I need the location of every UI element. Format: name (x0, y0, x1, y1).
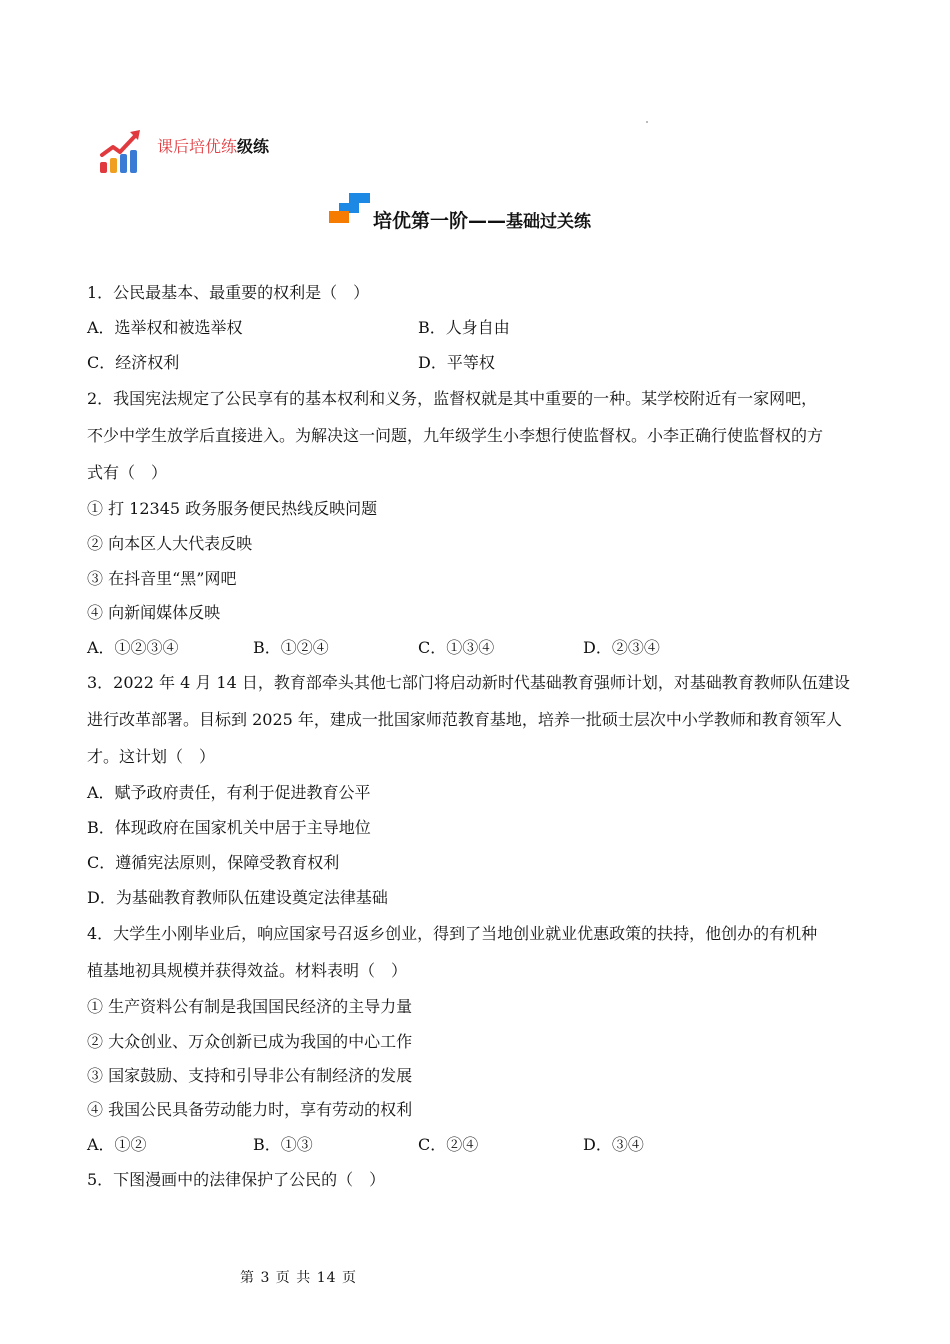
q4-stem-line2: 植基地初具规模并获得效益。材料表明（ ） (87, 961, 408, 980)
page-number-footer: 第 3 页 共 14 页 (240, 1270, 357, 1286)
q4-option-d: D．③④ (583, 1135, 644, 1154)
q2-item-2: ② 向本区人大代表反映 (87, 534, 253, 553)
q2-item-4: ④ 向新闻媒体反映 (87, 603, 221, 622)
q4-stem-line1: 4．大学生小刚毕业后，响应国家号召返乡创业，得到了当地创业就业优惠政策的扶持，他创办的有机种 (87, 924, 818, 943)
q4-item-4: ④ 我国公民具备劳动能力时，享有劳动的权利 (87, 1100, 413, 1119)
q3-stem-line2: 进行改革部署。目标到 2025 年，建成一批国家师范教育基地，培养一批硕士层次中小学教师和教育领军人 (87, 710, 842, 729)
scan-dot (646, 121, 648, 123)
q1-option-c: C．经济权利 (87, 353, 180, 372)
q2-option-a: A．①②③④ (87, 638, 179, 657)
q1-option-d: D．平等权 (418, 353, 495, 372)
q4-option-a: A．①② (87, 1135, 147, 1154)
q4-item-3: ③ 国家鼓励、支持和引导非公有制经济的发展 (87, 1066, 413, 1085)
q3-option-b: B．体现政府在国家机关中居于主导地位 (87, 818, 371, 837)
q3-option-d: D．为基础教育教师队伍建设奠定法律基础 (87, 888, 388, 907)
section-title-dash: —— (468, 210, 507, 232)
q2-stem-line2: 不少中学生放学后直接进入。为解决这一问题，九年级学生小李想行使监督权。小李正确行使监督权的方 (87, 426, 824, 445)
header-title (157, 134, 269, 157)
section-title (373, 206, 591, 233)
q2-option-c: C．①③④ (418, 638, 495, 657)
q4-item-2: ② 大众创业、万众创新已成为我国的中心工作 (87, 1032, 413, 1051)
stairs-icon (329, 193, 371, 225)
q2-option-d: D．②③④ (583, 638, 660, 657)
q2-item-3: ③ 在抖音里“黑”网吧 (87, 569, 237, 588)
section-title-tail: 基础过关练 (506, 212, 592, 232)
q3-stem-line3: 才。这计划（ ） (87, 747, 216, 766)
q2-stem-line1: 2．我国宪法规定了公民享有的基本权利和义务，监督权就是其中重要的一种。某学校附近有一家网吧， (87, 389, 818, 408)
q2-stem-line3: 式有（ ） (87, 463, 168, 482)
q5-stem: 5．下图漫画中的法律保护了公民的（ ） (87, 1170, 386, 1189)
q1-option-b: B．人身自由 (418, 318, 510, 337)
section-title-main: 培优第一阶 (373, 210, 469, 232)
q3-option-c: C．遵循宪法原则，保障受教育权利 (87, 853, 340, 872)
header-title-red: 课后培优练 (157, 137, 238, 156)
q4-option-c: C．②④ (418, 1135, 479, 1154)
q3-option-a: A．赋予政府责任，有利于促进教育公平 (87, 783, 371, 802)
q2-option-b: B．①②④ (253, 638, 329, 657)
q4-option-b: B．①③ (253, 1135, 313, 1154)
growth-chart-logo-icon (99, 128, 143, 174)
header-title-black: 级练 (237, 137, 270, 156)
q4-item-1: ① 生产资料公有制是我国国民经济的主导力量 (87, 997, 413, 1016)
q3-stem-line1: 3．2022 年 4 月 14 日，教育部牵头其他七部门将启动新时代基础教育强师计划，对基础教育教师队伍建设 (87, 673, 850, 692)
q1-stem: 1．公民最基本、最重要的权利是（ ） (87, 283, 370, 302)
q1-option-a: A．选举权和被选举权 (87, 318, 243, 337)
q2-item-1: ① 打 12345 政务服务便民热线反映问题 (87, 499, 378, 518)
